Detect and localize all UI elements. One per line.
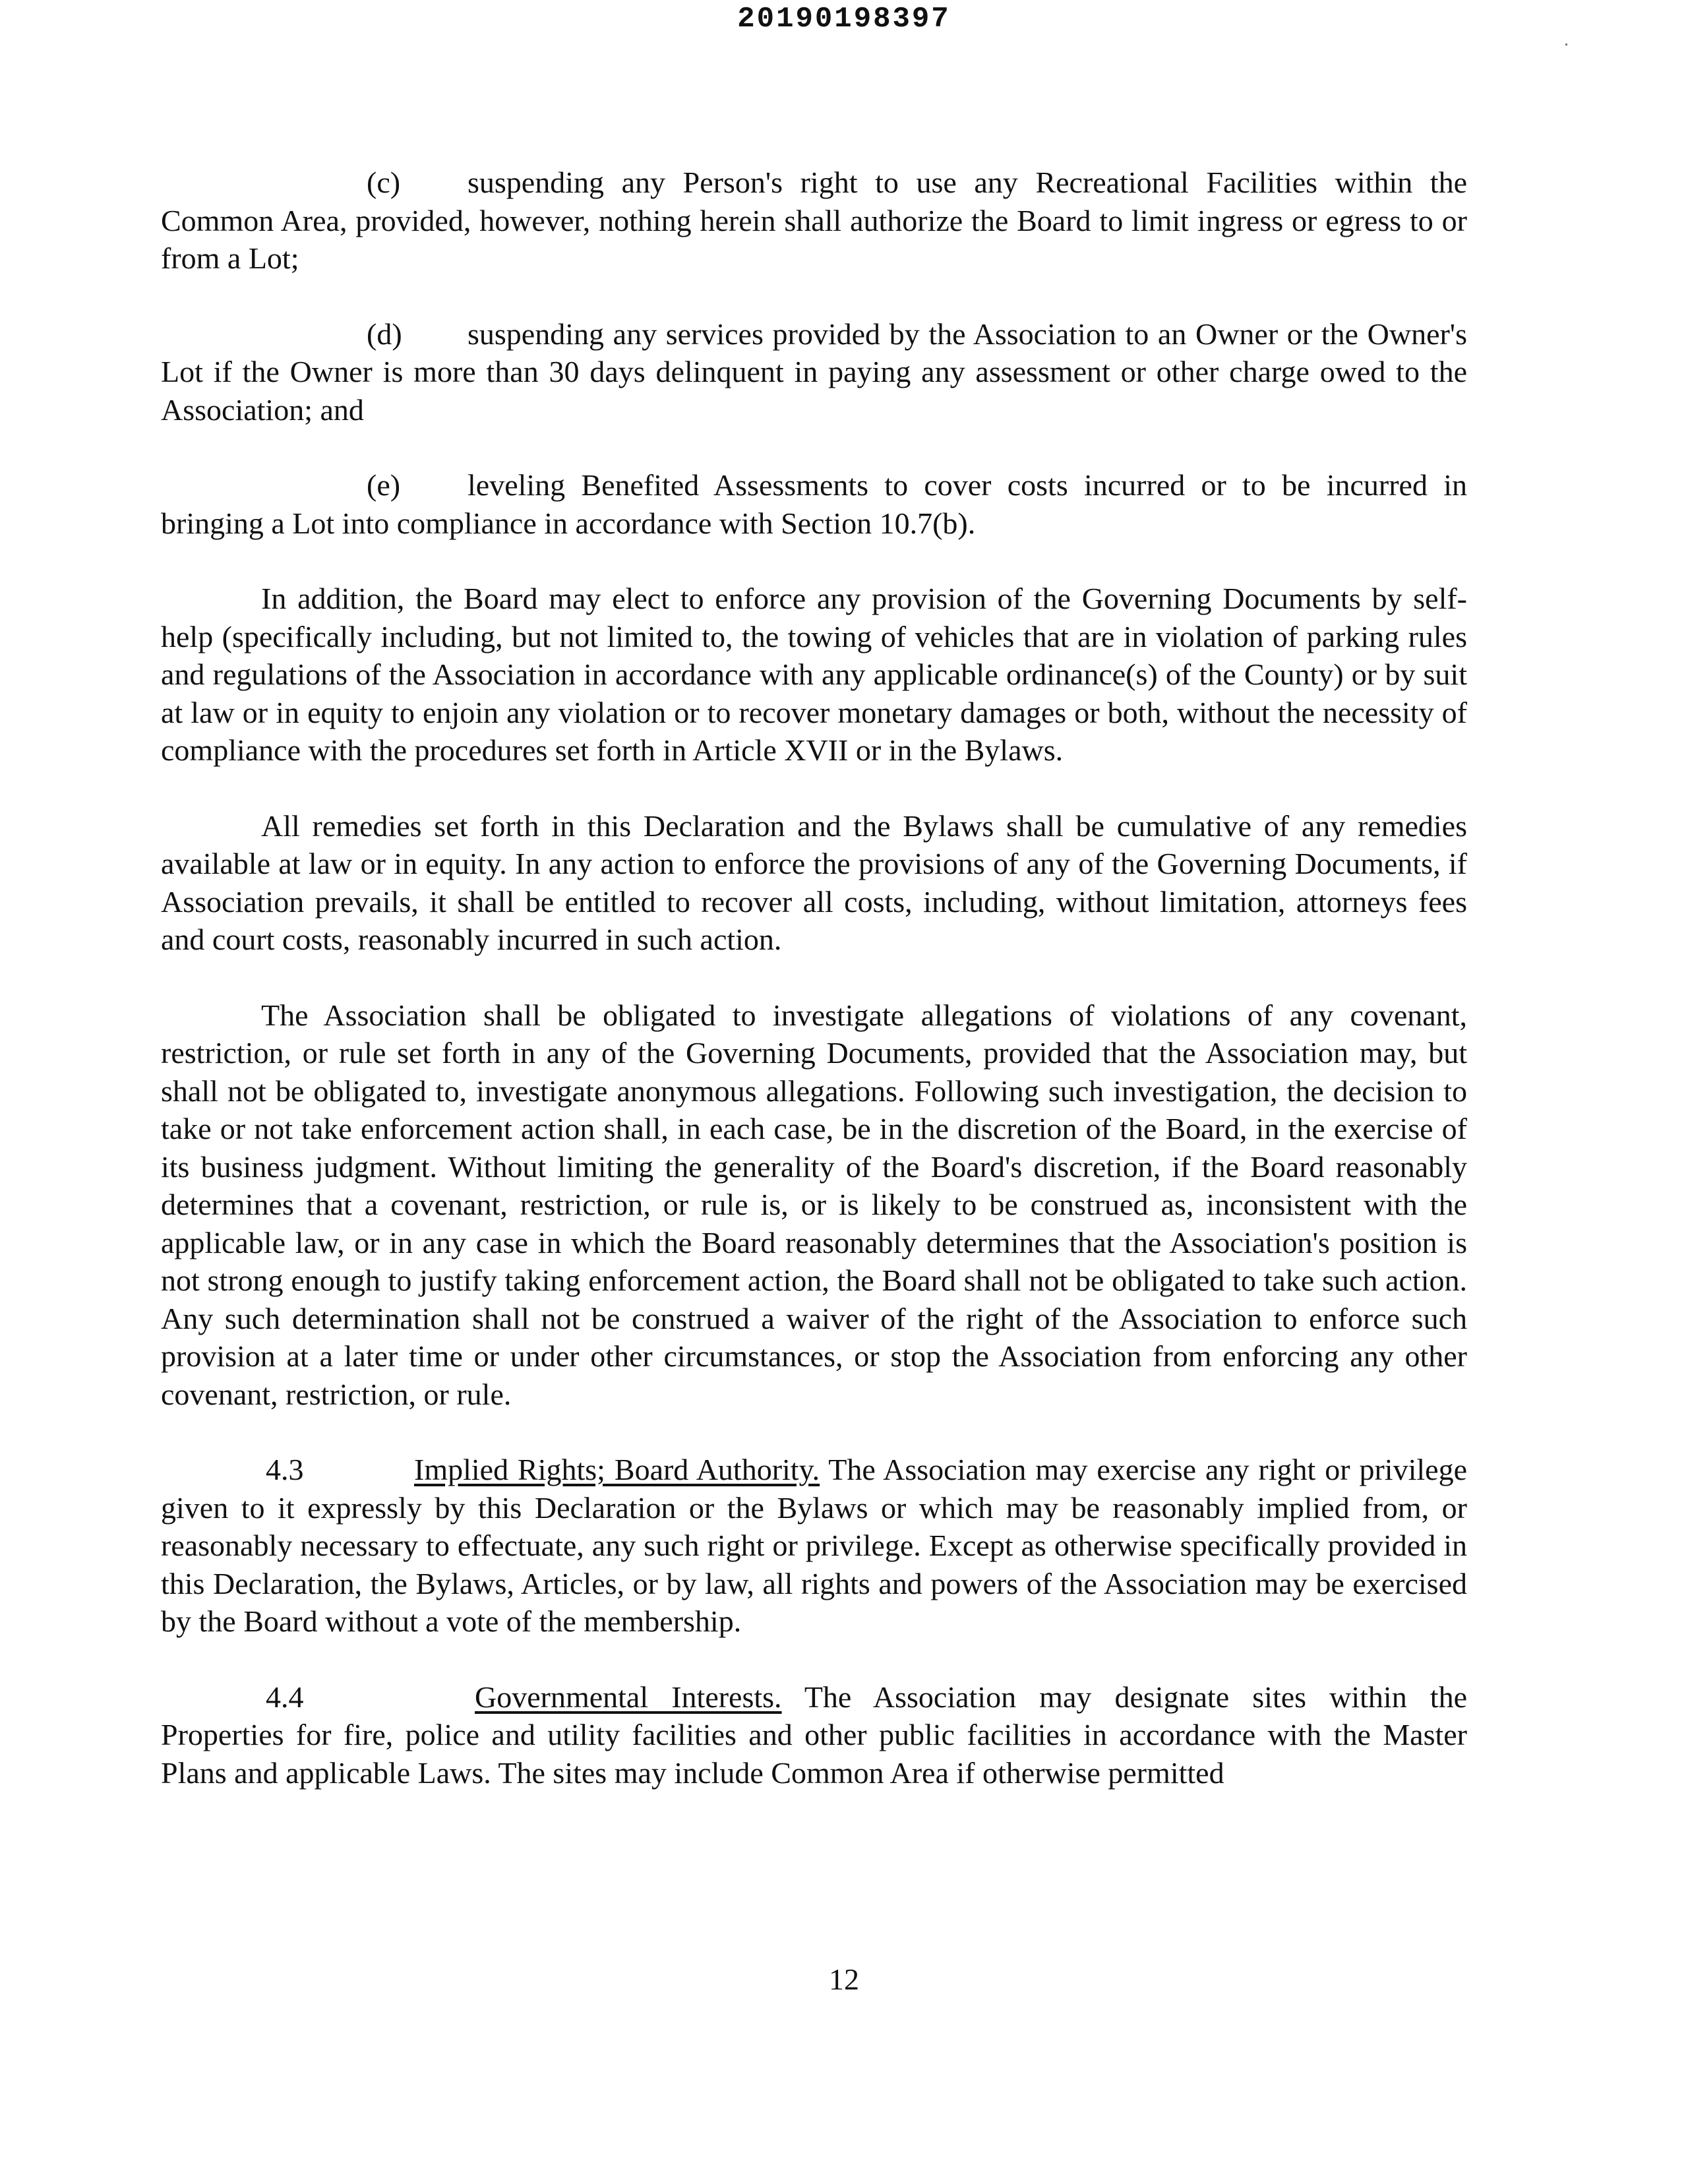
item-label: (d) (367, 317, 402, 351)
paragraph-investigation: The Association shall be obligated to investigate allegations of violations of any covenant, restriction, or rule set forth in any of the Governing Documents, provided that the Association may, but shall not be obligated to, investigate anonymous allegations. Following such investigation, the decision to take or not take enforcement action shall, in each case, be in the discretion of the Board, in the exercise of its business judgment. Without limiting the generality of the Board's discretion, if the Board reasonably determines that a covenant, restriction, or rule is, or is likely to be construed as, inconsistent with the applicable law, or in any case in which the Board reasonably determines that the Association's position is not strong enough to justify taking enforcement action, the Board shall not be obligated to take such action. Any such determination shall not be construed a waiver of the right of the Association to enforce such provision at a later time or under other circumstances, or stop the Association from enforcing any other covenant, restriction, or rule. (161, 998, 1467, 1411)
section-title: Implied Rights; Board Authority. (414, 1453, 820, 1486)
list-item-c (161, 164, 1467, 278)
page-body (161, 164, 1467, 1792)
item-label: (c) (367, 166, 401, 199)
list-item-e (161, 466, 1467, 542)
page-number: 12 (829, 1962, 859, 1996)
scan-speck (1565, 44, 1567, 46)
item-text: suspending any Person's right to use any Recreational Facilities within the Common Area, provided, however, nothing herein shall authorize the Board to limit ingress or egress to or from a Lot; (161, 166, 1467, 275)
section-number: 4.4 (266, 1680, 304, 1714)
list-item-d (161, 315, 1467, 429)
item-label: (e) (367, 468, 401, 502)
section-text: The Association may designate sites within the Properties for fire, police and utility facilities and other public facilities in accordance with the Master Plans and applicable Laws. The sites may include Common Area if otherwise permitted (161, 1680, 1467, 1790)
item-text: suspending any services provided by the Association to an Owner or the Owner's Lot if the Owner is more than 30 days delinquent in paying any assessment or other charge owed to the Association; and (161, 317, 1467, 427)
item-text: leveling Benefited Assessments to cover costs incurred or to be incurred in bringing a Lot into compliance in accordance with Section 10.7(b). (161, 468, 1467, 540)
section-4-4 (161, 1678, 1467, 1792)
paragraph-remedies: All remedies set forth in this Declaration and the Bylaws shall be cumulative of any remedies available at law or in equity. In any action to enforce the provisions of any of the Governing Documents, if Association prevails, it shall be entitled to recover all costs, including, without limitation, attorneys fees and court costs, reasonably incurred in such action. (161, 808, 1467, 956)
section-4-3 (161, 1451, 1467, 1641)
section-title: Governmental Interests. (475, 1680, 782, 1714)
section-text: The Association may exercise any right or privilege given to it expressly by this Declaration or the Bylaws or which may be reasonably implied from, or reasonably necessary to effectuate, any such right or privilege. Except as otherwise specifically provided in this Declaration, the Bylaws, Articles, or by law, all rights and powers of the Association may be exercised by the Board without a vote of the membership. (161, 1453, 1467, 1638)
document-number: 20190198397 (737, 3, 951, 36)
paragraph-self-help: In addition, the Board may elect to enforce any provision of the Governing Documents by self-help (specifically including, but not limited to, the towing of vehicles that are in violation of parking rules and regulations of the Association in accordance with any applicable ordinance(s) of the County) or by suit at law or in equity to enjoin any violation or to recover monetary damages or both, without the necessity of compliance with the procedures set forth in Article XVII or in the Bylaws. (161, 582, 1467, 767)
section-number: 4.3 (266, 1453, 304, 1486)
